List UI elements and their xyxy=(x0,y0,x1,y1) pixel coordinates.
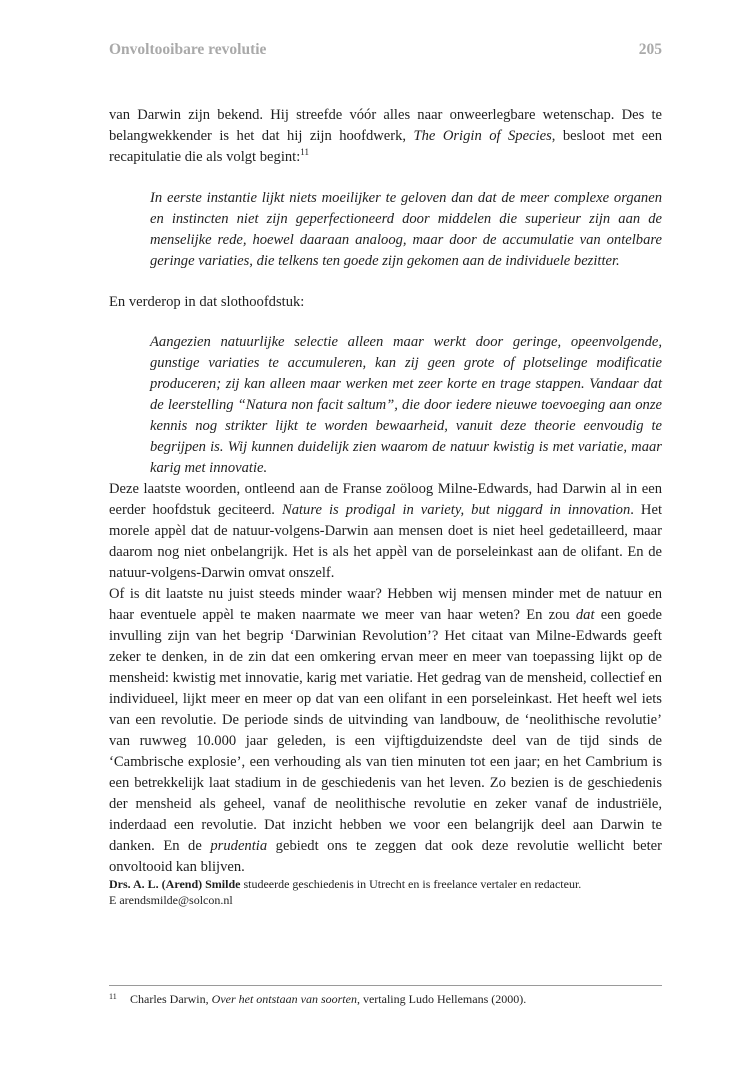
paragraph-3-text-c: . Het morele appèl dat de natuur-volgens-Darwin aan mensen doet is niet heel gedetailleerd, maar daarom nog niet onbelangrijk. Het is als het appèl van de porseleinkast aan de olifant. En de natuur-volgens-Darwin omvat onszelf. xyxy=(109,502,663,581)
block-quote-1: In eerste instantie lijkt niets moeilijker te geloven dan dat de meer complexe organen en instincten niet zijn geperfectioneerd door middelen die superieur zijn aan de menselijke rede, hoewel daaraan analoog, maar door de accumulatie van ontelbare geringe variaties, die telkens ten goede zijn gekomen aan de individuele bezitter. xyxy=(150,190,662,269)
milne-edwards-quote: Nature is prodigal in variety, but niggard in innovation xyxy=(281,502,631,518)
block-quote-2: Aangezien natuurlijke selectie alleen maar werkt door geringe, opeenvolgende, gunstige variaties te accumuleren, kan zij geen grote of plotselinge modificatie produceren; zij kan alleen maar werken met zeer korte en trage stappen. Vandaar dat de leerstelling “Natura non facit saltum”, die door iedere nieuwe toevoeging aan onze kennis nog strikter lijkt te worden bewaarheid, vanuit deze theorie eenvoudig te begrijpen is. Wij kunnen duidelijk zien waarom de natuur kwistig is met variatie, maar karig met innovatie. xyxy=(150,334,662,476)
author-name: Drs. A. L. (Arend) Smilde xyxy=(109,877,241,891)
running-header xyxy=(109,41,662,63)
footnote-divider xyxy=(109,985,662,986)
paragraph-1-text-c: , besloot met een recapitulatie die als volgt begint: xyxy=(109,128,662,165)
paragraph-1-text-a: van Darwin zijn bekend. Hij streefde vóór alles naar onweerlegbare wetenschap. Des te belangwekkender is het dat hij zijn hoofdwerk, xyxy=(109,107,662,144)
footnote-text-a: Charles Darwin, xyxy=(130,992,212,1006)
emphasis-prudentia: prudentia xyxy=(210,838,268,854)
paragraph-1 xyxy=(109,105,662,168)
page-number: 205 xyxy=(638,41,662,58)
author-bio xyxy=(109,876,669,908)
paragraph-2: En verderop in dat slothoofdstuk: xyxy=(109,294,305,310)
footnote-reference: 11 xyxy=(300,147,309,157)
book-title-origin-of-species: The Origin of Species xyxy=(413,128,552,144)
paragraph-4 xyxy=(109,584,662,878)
paragraph-4-text-a: Of is dit laatste nu juist steeds minder waar? Hebben wij mensen minder met de natuur en haar eventuele appèl te maken naarmate we meer van haar weten? En zou xyxy=(109,586,662,623)
paragraph-4-text-c: een goede invulling zijn van het begrip ‘Darwinian Revolution’? Het citaat van Milne-Edwards geeft zeker te denken, in de zin dat een omkering ervan meer en meer van toepassing lijkt op de mensheid: kwistig met innovatie, karig met variatie. Het gedrag van de mensheid, collectief en individueel, lijkt meer en meer op dat van een olifant in een porseleinkast. Het heeft wel iets van een revolutie. De periode sinds de uitvinding van landbouw, de ‘neolithische revolutie’ van ruwweg 10.000 jaar geleden, is een vijftigduizendste deel van de tijd sinds de ‘Cambrische explosie’, een verhouding als van tien minuten tot een jaar; en het Cambrium is een betrekkelijk laat stadium in de geschiedenis van het leven. Zo bezien is de geschiedenis der mensheid als geheel, vanaf de neolithische revolutie en zeker vanaf de industriële, inderdaad een revolutie. Dat inzicht hebben we voor een belangrijk deel aan Darwin te danken. En de xyxy=(109,607,662,854)
paragraph-3 xyxy=(109,479,662,584)
author-bio-line xyxy=(109,876,669,892)
footnote: 11 Charles Darwin, Over het ontstaan van soorten, vertaling Ludo Hellemans (2000). xyxy=(109,992,527,1006)
footnote-text-b: , vertaling Ludo Hellemans (2000). xyxy=(356,992,527,1006)
paragraph-3-text-a: Deze laatste woorden, ontleend aan de Franse zoöloog Milne-Edwards, had Darwin al in een eerder hoofdstuk geciteerd. xyxy=(109,481,662,518)
running-title: Onvoltooibare revolutie xyxy=(109,41,267,58)
author-email[interactable]: E arendsmilde@solcon.nl xyxy=(109,893,233,907)
emphasis-dat: dat xyxy=(575,607,595,623)
paragraph-4-text-e: gebiedt ons te zeggen dat ook deze revolutie wellicht beter onvoltooid kan blijven. xyxy=(109,838,662,875)
author-bio-text: studeerde geschiedenis in Utrecht en is freelance vertaler en redacteur. xyxy=(240,877,582,891)
footnote-book-title: Over het ontstaan van soorten xyxy=(211,992,357,1006)
